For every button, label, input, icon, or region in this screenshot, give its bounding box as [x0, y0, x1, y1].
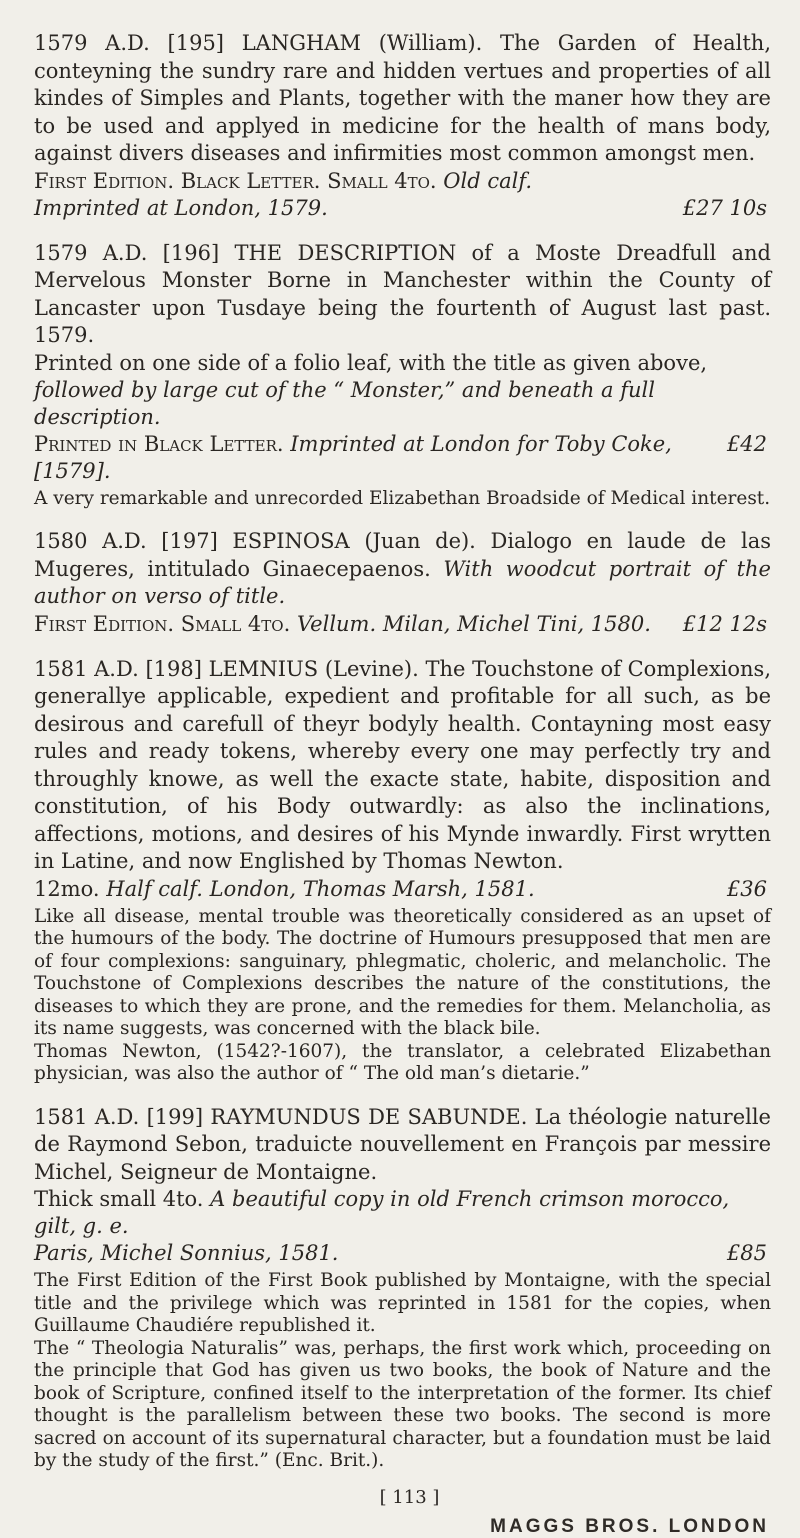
- entry-imprint: First Edition. Small 4to. Vellum. Milan, Michel Tini, 1580.: [34, 611, 651, 636]
- catalogue-entry-195: [34, 30, 771, 222]
- entry-note: A very remarkable and unrecorded Elizabethan Broadside of Medical interest.: [34, 487, 771, 509]
- entry-imprint: Imprinted at London, 1579.: [34, 195, 328, 220]
- entry-edition: First Edition. Black Letter. Small 4to. Old calf.: [34, 168, 533, 193]
- entry-note-2: Thomas Newton, (1542?-1607), the translator, a celebrated Elizabethan physician, was also the author of “ The old man’s dietarie.”: [34, 1040, 771, 1084]
- entry-title: 1579 A.D. [195] LANGHAM (William). The Garden of Health, conteyning the sundry rare and hidden vertues and properties of all kindes of Simples and Plants, together with the maner how they are to be used and applyed in medicine for the health of mans body, against divers diseases and infirmities most common amongst men.: [34, 31, 771, 165]
- entry-imprint: 12mo. Half calf. London, Thomas Marsh, 1581.: [34, 876, 535, 901]
- catalogue-entry-199: [34, 1104, 771, 1473]
- entry-imprint-row: [34, 876, 771, 903]
- entry-binding: Thick small 4to. A beautiful copy in old French crimson morocco, gilt, g. e.: [34, 1187, 730, 1238]
- publisher-imprint: MAGGS BROS. LONDON: [490, 1515, 769, 1537]
- entry-imprint-row: [34, 611, 771, 638]
- entry-price: £27 10s: [682, 195, 767, 220]
- catalogue-entry-196: [34, 240, 771, 511]
- entry-price: £36: [726, 876, 767, 901]
- entry-imprint: Paris, Michel Sonnius, 1581.: [34, 1241, 339, 1265]
- entry-imprint: Printed in Black Letter. Imprinted at London for Toby Coke, [1579].: [34, 431, 672, 483]
- entry-price: £42: [726, 431, 767, 456]
- entry-note: Like all disease, mental trouble was theoretically considered as an upset of the humours of the body. The doctrine of Humours presupposed that men are of four complexions: sanguinary, phlegmatic, choleric, and melancholic. The Touchstone of Complexions describes the nature of the constitutions, the diseases to which they are prone, and the remedies for them. Melancholia, as its name suggests, was concerned with the black bile.: [34, 905, 771, 1039]
- entry-price: £85: [726, 1241, 767, 1265]
- entry-imprint-row: [34, 1240, 771, 1267]
- entry-title: 1581 A.D. [198] LEMNIUS (Levine). The Touchstone of Complexions, generallye applicable, expedient and profitable for all such, as be desirous and carefull of theyr bodyly health. Contayning most easy rules and ready tokens, whereby every one may perfectly try and throughly knowe, as well the exacte state, habite, disposition and constitution, of his Body outwardly: as also the inclinations, affections, motions, and desires of his Mynde inwardly. First wrytten in Latine, and now Englished by Thomas Newton.: [34, 656, 771, 873]
- entry-title: 1580 A.D. [197] ESPINOSA (Juan de). Dialogo en laude de las Mugeres, intitulado Ginaecepaenos. With woodcut portrait of the author on verso of title.: [34, 529, 771, 608]
- entry-note: The First Edition of the First Book published by Montaigne, with the special title and the privilege which was reprinted in 1581 for the copies, when Guillaume Chaudiére republished it.: [34, 1270, 771, 1336]
- page-number: [ 113 ]: [379, 1486, 440, 1508]
- entry-price: £12 12s: [682, 611, 767, 636]
- entry-imprint-row: [34, 195, 771, 222]
- entry-imprint-row: [34, 431, 771, 485]
- catalogue-entry-197: [34, 528, 771, 638]
- entry-title: 1579 A.D. [196] THE DESCRIPTION of a Moste Dreadfull and Mervelous Monster Borne in Manchester within the County of Lancaster upon Tusdaye being the fourtenth of August last past. 1579.: [34, 240, 771, 347]
- entry-note-2: The “ Theologia Naturalis” was, perhaps, the first work which, proceeding on the principle that God has given us two books, the book of Nature and the book of Scripture, confined itself to the interpretation of the former. Its chief thought is the parallelism between these two books. The second is more sacred on account of its supernatural character, but a foundation must be laid by the study of the first.” (Enc. Brit.).: [34, 1337, 771, 1471]
- entry-title: 1581 A.D. [199] RAYMUNDUS DE SABUNDE. La théologie naturelle de Raymond Sebon, traduicte nouvellement en François par messire Michel, Seigneur de Montaigne.: [34, 1104, 771, 1184]
- entry-printed: Printed on one side of a folio leaf, with the title as given above, followed by large cut of the “ Monster,” and beneath a full description.: [34, 350, 708, 429]
- catalogue-entry-198: [34, 656, 771, 1086]
